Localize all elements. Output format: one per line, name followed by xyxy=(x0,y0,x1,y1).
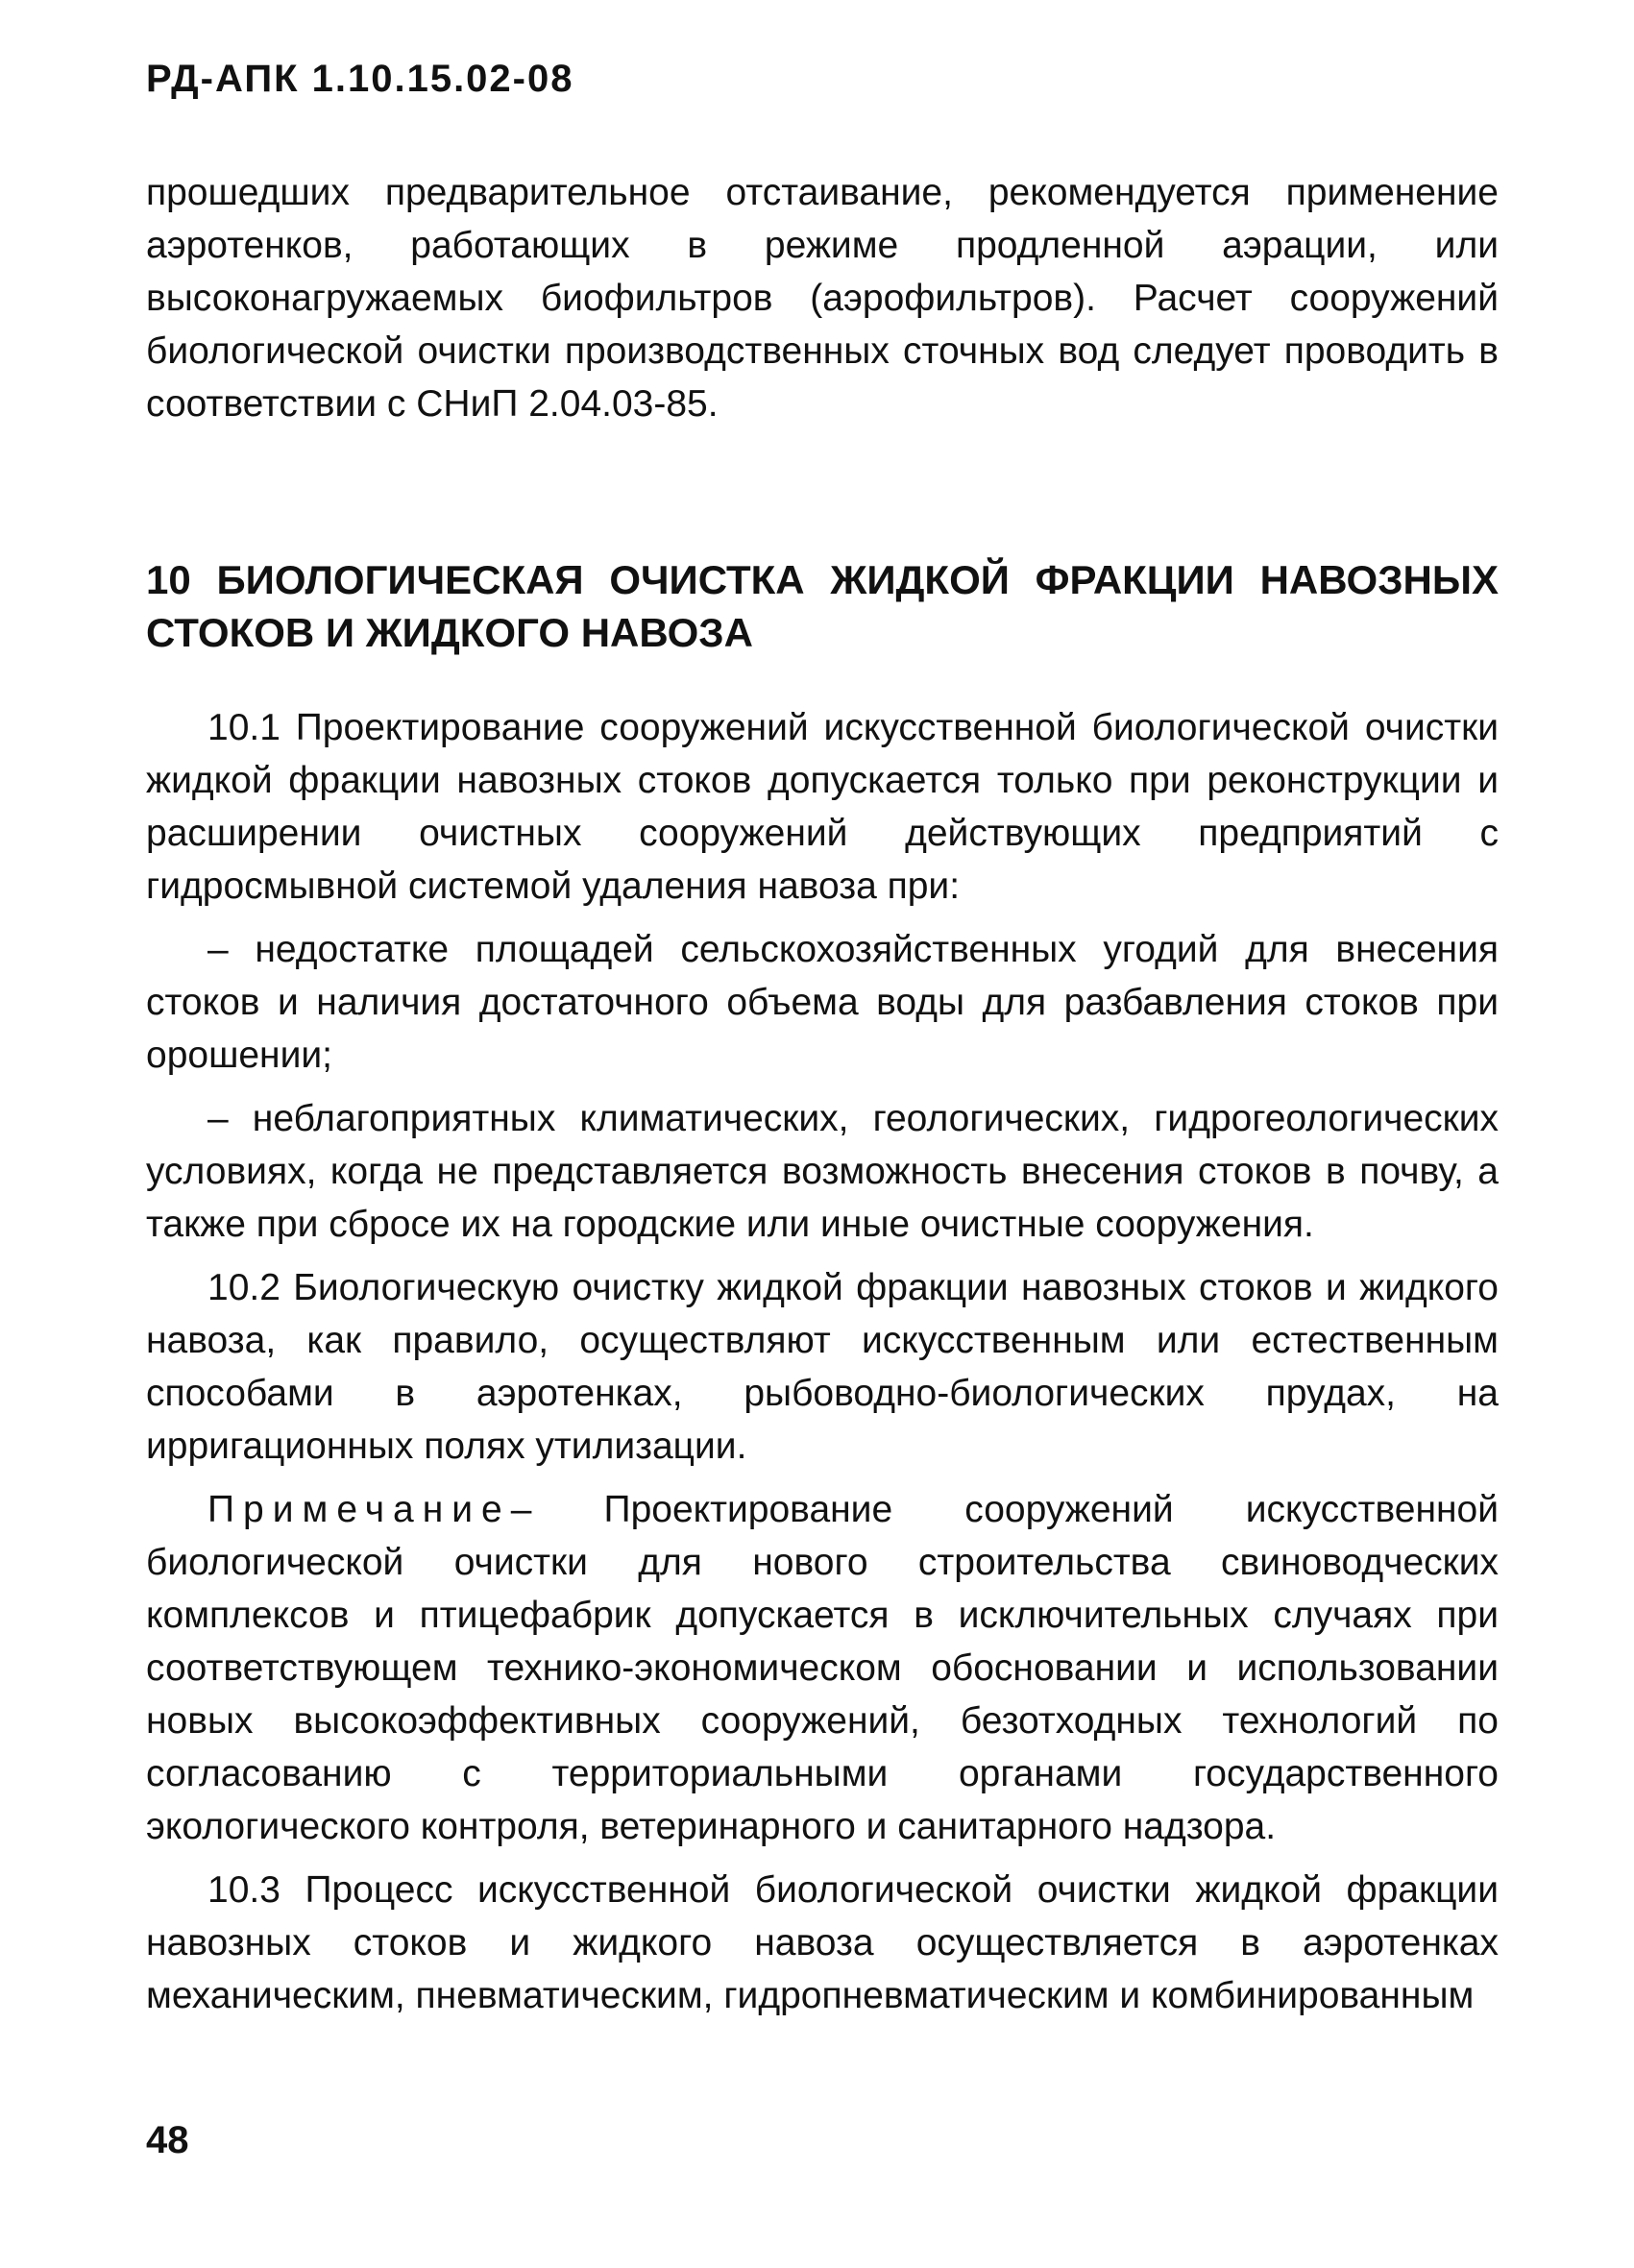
paragraph-10-2: 10.2 Биологическую очистку жидкой фракции навозных стоков и жидкого навоза, как правило, осуществляют искусственным или естественным способами в аэротенках, рыбоводно-биологических прудах, на ирригационных полях утилизации. xyxy=(146,1267,1499,1467)
document-code-header: РД-АПК 1.10.15.02-08 xyxy=(146,58,574,100)
paragraph-10-3: 10.3 Процесс искусственной биологической очистки жидкой фракции навозных стоков и жидкого навоза осуществляется в аэротенках механическим, пневматическим, гидропневматическим и комбинированным xyxy=(146,1869,1499,2016)
section-10-body xyxy=(146,701,1499,2033)
list-item-2: – неблагоприятных климатических, геологических, гидрогеологических условиях, когда не представляется возможность внесения стоков в почву, а также при сбросе их на городские или иные очистные сооружения. xyxy=(146,1098,1499,1245)
list-item-1: – недостатке площадей сельскохозяйственных угодий для внесения стоков и наличия достаточного объема воды для разбавления стоков при орошении; xyxy=(146,929,1499,1076)
page-number: 48 xyxy=(146,2119,189,2161)
note-paragraph xyxy=(146,1483,1499,1853)
section-10-heading: 10 БИОЛОГИЧЕСКАЯ ОЧИСТКА ЖИДКОЙ ФРАКЦИИ НАВОЗНЫХ СТОКОВ И ЖИДКОГО НАВОЗА xyxy=(146,557,1499,655)
paragraph-10-1: 10.1 Проектирование сооружений искусственной биологической очистки жидкой фракции навозных стоков допускается только при реконструкции и расширении очистных сооружений действующих предприятий с гидросмывной системой удаления навоза при: xyxy=(146,707,1499,907)
continuation-paragraph-block xyxy=(146,166,1499,430)
note-label: Примечание xyxy=(207,1489,511,1530)
note-text: – Проектирование сооружений искусственной биологической очистки для нового строительства свиноводческих комплексов и птицефабрик допускается в исключительных случаях при соответствующем технико-экономическом обосновании и использовании новых высокоэффективных сооружений, безотходных технологий по согласованию с территориальными органами государственного экологического контроля, ветеринарного и санитарного надзора. xyxy=(146,1489,1499,1847)
continuation-paragraph: прошедших предварительное отстаивание, рекомендуется применение аэротенков, работающих в режиме продленной аэрации, или высоконагружаемых биофильтров (аэрофильтров). Расчет сооружений биологической очистки производственных сточных вод следует проводить в соответствии с СНиП 2.04.03-85. xyxy=(146,172,1499,425)
